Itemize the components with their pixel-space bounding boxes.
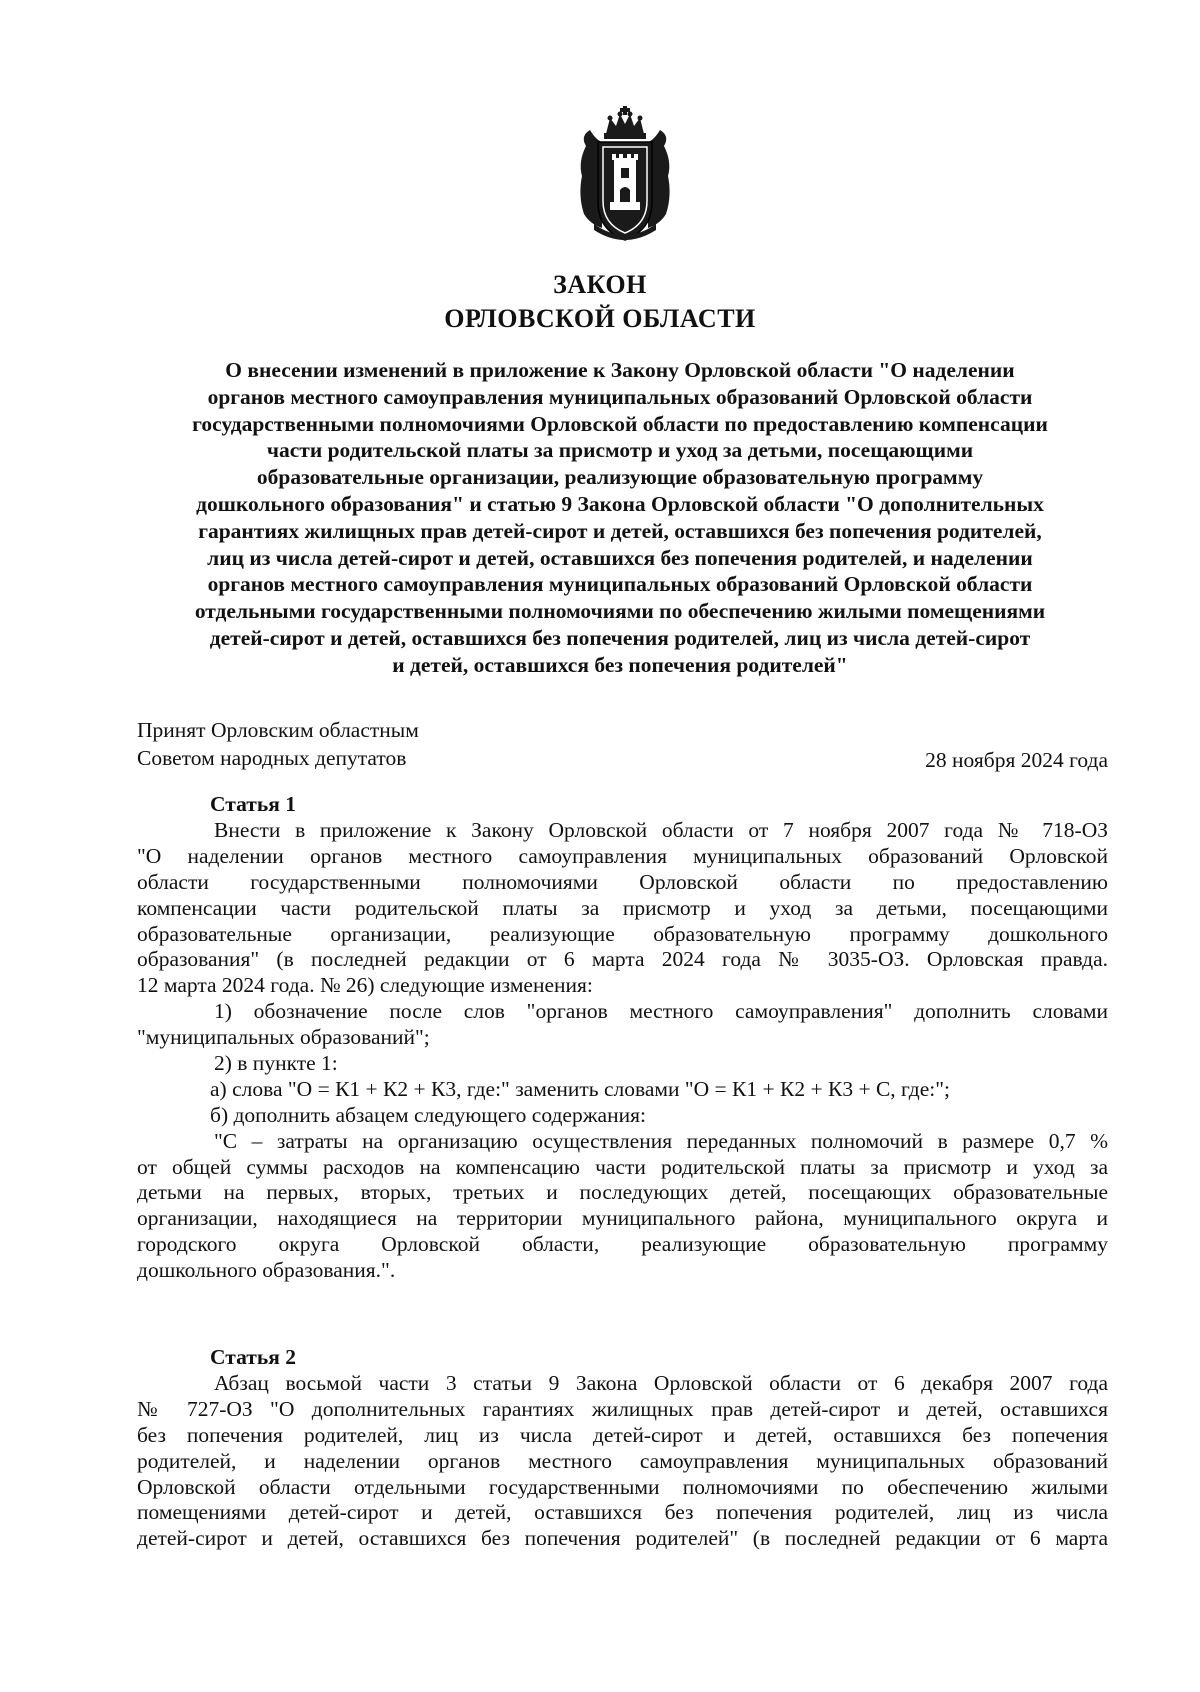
article1-line: б) дополнить абзацем следующего содержания: — [210, 1102, 646, 1127]
article1-line: 12 марта 2024 года. № 26) следующие изменения: — [137, 973, 593, 998]
article1-line: Внести в приложение к Закону Орловской области от 7 ноября 2007 года № 718-ОЗ — [214, 818, 1108, 842]
article2-line: помещениями детей-сирот и детей, оставшихся без попечения родителей, лиц из числа — [137, 1500, 1108, 1525]
article1-line: городского округа Орловской области, реализующие образовательную программу — [137, 1232, 1108, 1257]
article1-line: 1) обозначение после слов "органов местного самоуправления" дополнить словами — [214, 999, 1108, 1024]
adoption-date: 28 ноября 2024 года — [925, 748, 1108, 772]
article1-line: компенсации части родительской платы за присмотр и уход за детьми, посещающими — [137, 895, 1108, 920]
adoption-line2: Советом народных депутатов — [137, 746, 407, 770]
subject-line: части родительской платы за присмотр и уход за детьми, посещающими — [266, 438, 974, 463]
article2-line: детей-сирот и детей, оставшихся без попечения родителей" (в последней редакции от 6 марта — [137, 1526, 1108, 1551]
subject-line: органов местного самоуправления муниципальных образований Орловской области — [207, 572, 1033, 597]
article2-line: без попечения родителей, лиц из числа детей-сирот и детей, оставшихся без попечения — [137, 1422, 1108, 1447]
article1-line: 2) в пункте 1: — [214, 1051, 338, 1076]
subject-line: отдельными государственными полномочиями по обеспечению жилыми помещениями — [194, 599, 1046, 624]
subject-line: и детей, оставшихся без попечения родителей" — [392, 652, 848, 677]
law-title-line1: ЗАКОН — [553, 270, 647, 299]
article1-line: области государственными полномочиями Орловской области по предоставлению — [137, 869, 1108, 894]
subject-line: дошкольного образования" и статью 9 Закона Орловской области "О дополнительных — [196, 491, 1044, 516]
law-subject — [130, 357, 1110, 679]
article2-line: Абзац восьмой части 3 статьи 9 Закона Орловской области от 6 декабря 2007 года — [214, 1371, 1108, 1395]
article1-line: а) слова "О = К1 + К2 + К3, где:" заменить словами "О = К1 + К2 + К3 + С, где:"; — [210, 1076, 950, 1101]
article2-line: № 727-ОЗ "О дополнительных гарантиях жилищных прав детей-сирот и детей, оставшихся — [137, 1396, 1108, 1421]
adoption-note — [137, 716, 419, 772]
article1-line: организации, находящиеся на территории муниципального района, муниципального округа и — [137, 1206, 1108, 1231]
subject-line: детей-сирот и детей, оставшихся без попечения родителей, лиц из числа детей-сирот — [209, 625, 1031, 650]
law-title-line2: ОРЛОВСКОЙ ОБЛАСТИ — [444, 304, 756, 333]
subject-line: образовательные организации, реализующие образовательную программу — [256, 465, 984, 490]
article2-body — [137, 1371, 1108, 1552]
subject-line: гарантиях жилищных прав детей-сирот и детей, оставшихся без попечения родителей, — [198, 518, 1042, 543]
article1-line: "муниципальных образований"; — [137, 1025, 430, 1050]
subject-line: лиц из числа детей-сирот и детей, оставшихся без попечения родителей, и наделении — [207, 545, 1033, 570]
article2-heading: Статья 2 — [210, 1345, 296, 1369]
article1-line: детьми на первых, вторых, третьих и последующих детей, посещающих образовательные — [137, 1180, 1108, 1205]
article1-heading: Статья 1 — [210, 792, 296, 816]
article1-line: "С – затраты на организацию осуществления переданных полномочий в размере 0,7 % — [214, 1128, 1108, 1153]
article1-line: дошкольного образования.". — [137, 1258, 396, 1283]
subject-line: государственными полномочиями Орловской области по предоставлению компенсации — [192, 411, 1048, 436]
article1-line: образовательные организации, реализующие образовательную программу дошкольного — [137, 921, 1108, 946]
article1-body — [137, 818, 1108, 1284]
article2-line: родителей, и наделении органов местного самоуправления муниципальных образований — [137, 1448, 1108, 1473]
coat-of-arms-emblem — [576, 106, 674, 246]
article1-line: образования" (в последней редакции от 6 марта 2024 года № 3035-ОЗ. Орловская правда. — [137, 947, 1108, 972]
subject-line: органов местного самоуправления муниципальных образований Орловской области — [207, 384, 1033, 409]
subject-line: О внесении изменений в приложение к Закону Орловской области "О наделении — [225, 358, 1015, 382]
adoption-line1: Принят Орловским областным — [137, 718, 419, 742]
article1-line: "О наделении органов местного самоуправления муниципальных образований Орловской — [137, 843, 1108, 868]
article1-line: от общей суммы расходов на компенсацию части родительской платы за присмотр и уход за — [137, 1154, 1108, 1179]
article2-line: Орловской области отдельными государственными полномочиями по обеспечению жилыми — [137, 1474, 1108, 1499]
